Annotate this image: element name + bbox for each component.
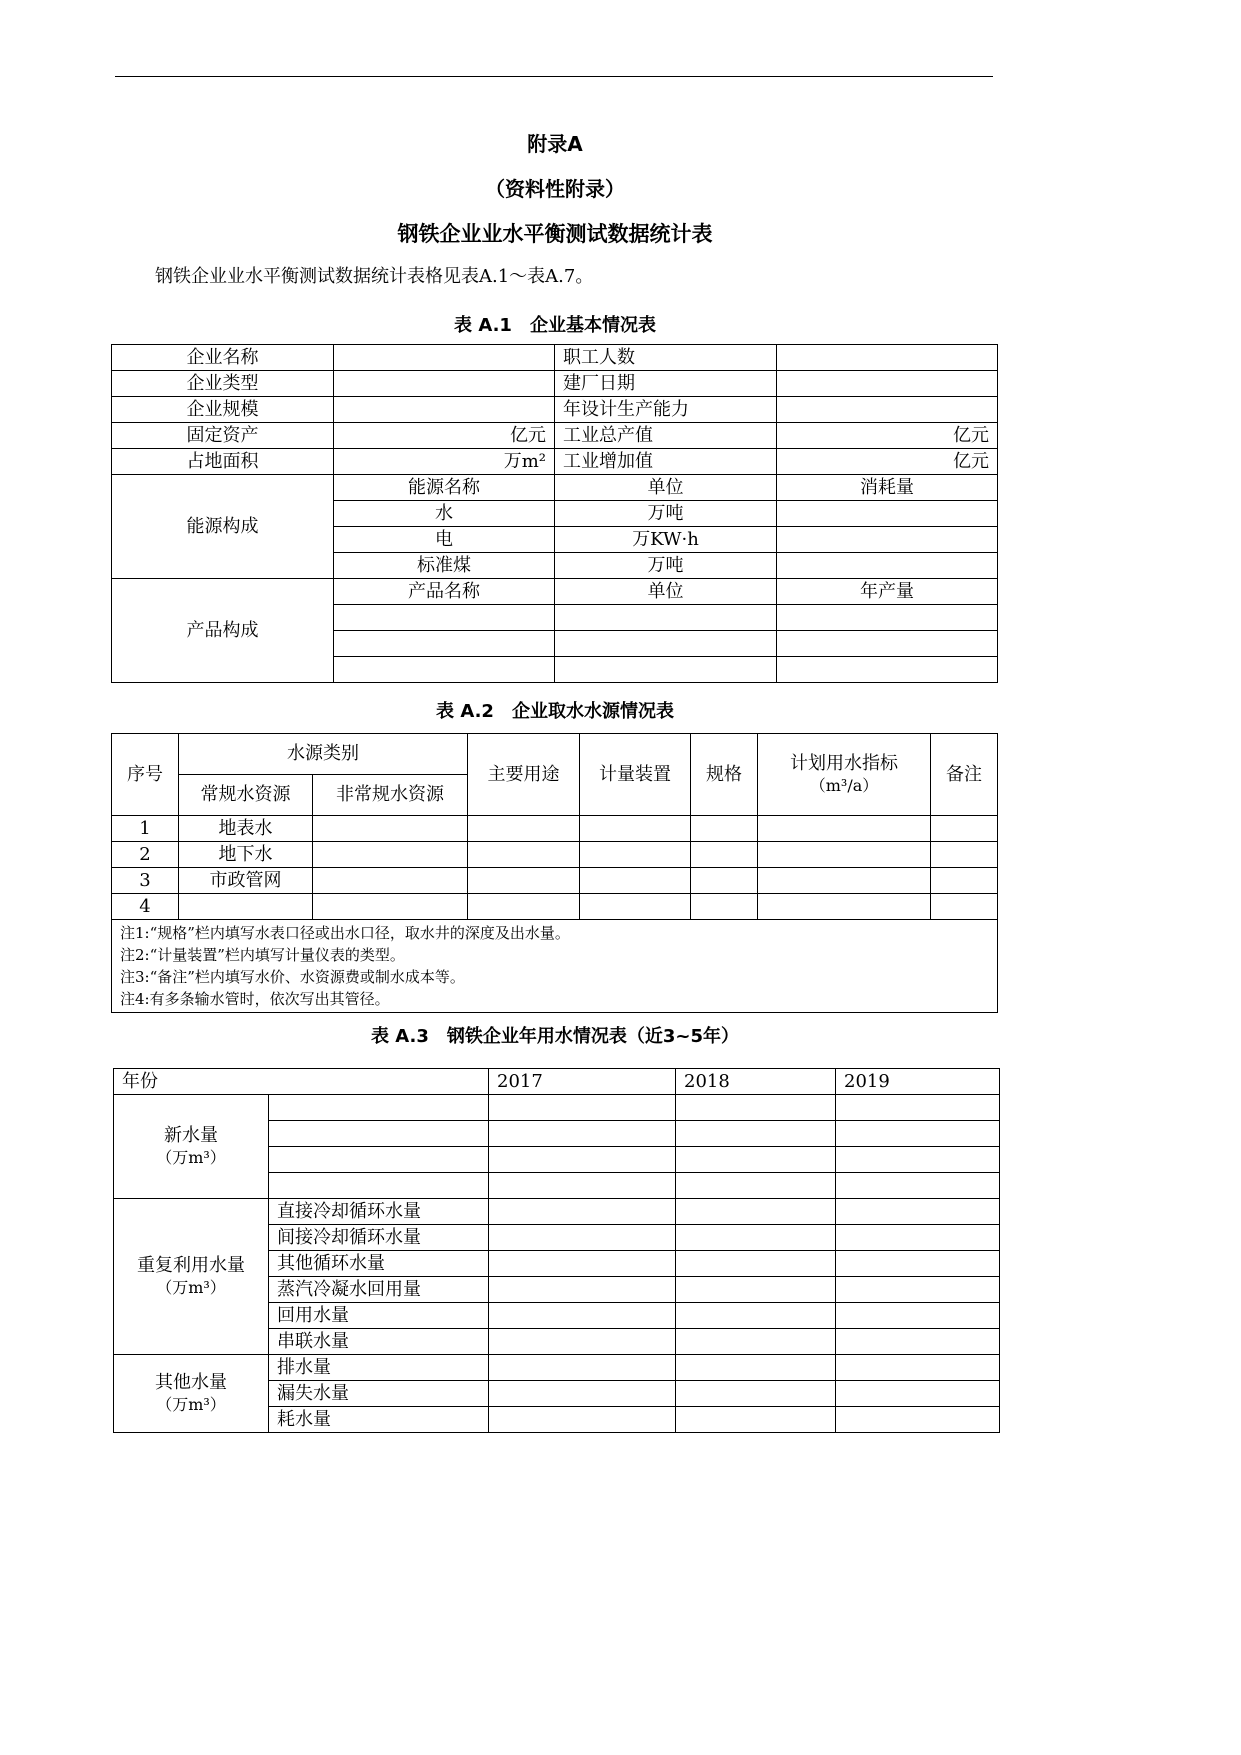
- source-cell: 市政管网: [179, 868, 313, 894]
- item-label: [269, 1121, 489, 1147]
- empty-cell: [836, 1381, 1000, 1407]
- empty-cell: [931, 816, 998, 842]
- field-label: 企业规模: [112, 397, 334, 423]
- item-label: 直接冷却循环水量: [269, 1199, 489, 1225]
- note: 注4:有多条输水管时，依次写出其管径。: [120, 990, 390, 1008]
- empty-cell: [489, 1199, 676, 1225]
- header-source: 水源类别: [179, 734, 468, 775]
- empty-cell: [489, 1329, 676, 1355]
- appendix-subtitle: （资料性附录）: [485, 177, 625, 201]
- energy-cell: 万吨: [555, 501, 777, 527]
- group-unit: （万m³）: [156, 1147, 226, 1167]
- table-row: [112, 894, 998, 920]
- empty-cell: [836, 1095, 1000, 1121]
- field-label: 工业总产值: [555, 423, 777, 449]
- product-cell: [555, 657, 777, 683]
- empty-cell: [580, 842, 691, 868]
- item-label: 蒸汽冷凝水回用量: [269, 1277, 489, 1303]
- table-row: [114, 1199, 1000, 1225]
- table-row: [114, 1355, 1000, 1381]
- empty-cell: [836, 1147, 1000, 1173]
- energy-header: 消耗量: [777, 475, 998, 501]
- field-value: 亿元: [777, 449, 998, 475]
- empty-cell: [836, 1355, 1000, 1381]
- field-label: 占地面积: [112, 449, 334, 475]
- field-label: 固定资产: [112, 423, 334, 449]
- energy-cell: 电: [334, 527, 555, 553]
- note: 注1:“规格”栏内填写水表口径或出水口径，取水井的深度及出水量。: [120, 924, 570, 942]
- empty-cell: [758, 868, 931, 894]
- header-plan: [758, 734, 931, 816]
- empty-cell: [468, 868, 580, 894]
- empty-cell: [489, 1277, 676, 1303]
- item-label: 间接冷却循环水量: [269, 1225, 489, 1251]
- item-label: 耗水量: [269, 1407, 489, 1433]
- table-row: [112, 475, 998, 501]
- field-value: [777, 371, 998, 397]
- empty-cell: [313, 868, 468, 894]
- empty-cell: [489, 1303, 676, 1329]
- empty-cell: [489, 1225, 676, 1251]
- empty-cell: [676, 1225, 836, 1251]
- empty-cell: [313, 894, 468, 920]
- energy-cell: 万KW·h: [555, 527, 777, 553]
- empty-cell: [836, 1251, 1000, 1277]
- energy-header: 能源名称: [334, 475, 555, 501]
- header-spec: 规格: [691, 734, 758, 816]
- energy-cell: [777, 553, 998, 579]
- item-label: 排水量: [269, 1355, 489, 1381]
- product-header: 单位: [555, 579, 777, 605]
- empty-cell: [931, 894, 998, 920]
- field-value: [334, 345, 555, 371]
- note: 注2:“计量装置”栏内填写计量仪表的类型。: [120, 946, 405, 964]
- header-seq: 序号: [112, 734, 179, 816]
- empty-cell: [691, 868, 758, 894]
- empty-cell: [489, 1147, 676, 1173]
- empty-cell: [489, 1173, 676, 1199]
- table-a1: [111, 344, 998, 683]
- product-cell: [777, 631, 998, 657]
- notes-cell: [112, 920, 998, 1013]
- group-label: [114, 1199, 269, 1355]
- energy-cell: 标准煤: [334, 553, 555, 579]
- empty-cell: [691, 842, 758, 868]
- item-label: [269, 1095, 489, 1121]
- energy-header: 单位: [555, 475, 777, 501]
- year-header: 2019: [836, 1069, 1000, 1095]
- field-value: [777, 397, 998, 423]
- item-label: 串联水量: [269, 1329, 489, 1355]
- energy-cell: 水: [334, 501, 555, 527]
- header-meter: 计量装置: [580, 734, 691, 816]
- field-value: [334, 371, 555, 397]
- table-a1-caption: 表 A.1 企业基本情况表: [454, 315, 656, 336]
- empty-cell: [468, 842, 580, 868]
- year-header: 2018: [676, 1069, 836, 1095]
- table-row: [112, 842, 998, 868]
- source-cell: [179, 894, 313, 920]
- empty-cell: [676, 1173, 836, 1199]
- empty-cell: [313, 842, 468, 868]
- empty-cell: [580, 894, 691, 920]
- product-cell: [334, 657, 555, 683]
- empty-cell: [313, 816, 468, 842]
- empty-cell: [676, 1121, 836, 1147]
- product-cell: [334, 631, 555, 657]
- energy-cell: 万吨: [555, 553, 777, 579]
- empty-cell: [691, 816, 758, 842]
- table-row: [112, 816, 998, 842]
- empty-cell: [836, 1277, 1000, 1303]
- product-header: 产品名称: [334, 579, 555, 605]
- year-label: 年份: [114, 1069, 489, 1095]
- header-use: 主要用途: [468, 734, 580, 816]
- notes-row: [112, 920, 998, 1013]
- empty-cell: [691, 894, 758, 920]
- empty-cell: [468, 816, 580, 842]
- item-label: [269, 1173, 489, 1199]
- table-a2: [111, 733, 998, 1013]
- empty-cell: [758, 842, 931, 868]
- item-label: 漏失水量: [269, 1381, 489, 1407]
- empty-cell: [836, 1173, 1000, 1199]
- empty-cell: [676, 1407, 836, 1433]
- empty-cell: [676, 1251, 836, 1277]
- table-row: [112, 397, 998, 423]
- empty-cell: [836, 1407, 1000, 1433]
- plan-unit: （m³/a）: [809, 775, 879, 795]
- empty-cell: [676, 1303, 836, 1329]
- empty-cell: [836, 1329, 1000, 1355]
- header-nonconventional: 非常规水资源: [313, 775, 468, 816]
- field-value: 亿元: [334, 423, 555, 449]
- source-cell: 地下水: [179, 842, 313, 868]
- product-cell: [777, 657, 998, 683]
- seq-cell: 2: [112, 842, 179, 868]
- header-remark: 备注: [931, 734, 998, 816]
- product-cell: [555, 605, 777, 631]
- empty-cell: [676, 1199, 836, 1225]
- year-row: [114, 1069, 1000, 1095]
- empty-cell: [758, 894, 931, 920]
- empty-cell: [676, 1147, 836, 1173]
- empty-cell: [489, 1381, 676, 1407]
- table-row: [112, 449, 998, 475]
- plan-label: 计划用水指标: [790, 752, 898, 774]
- empty-cell: [580, 868, 691, 894]
- empty-cell: [836, 1303, 1000, 1329]
- empty-cell: [676, 1277, 836, 1303]
- product-cell: [334, 605, 555, 631]
- empty-cell: [580, 816, 691, 842]
- field-value: [777, 345, 998, 371]
- source-cell: 地表水: [179, 816, 313, 842]
- empty-cell: [836, 1225, 1000, 1251]
- seq-cell: 1: [112, 816, 179, 842]
- empty-cell: [836, 1199, 1000, 1225]
- empty-cell: [489, 1355, 676, 1381]
- item-label: [269, 1147, 489, 1173]
- field-value: 亿元: [777, 423, 998, 449]
- empty-cell: [489, 1407, 676, 1433]
- energy-cell: [777, 527, 998, 553]
- empty-cell: [676, 1381, 836, 1407]
- group-unit: （万m³）: [156, 1277, 226, 1297]
- empty-cell: [489, 1251, 676, 1277]
- empty-cell: [931, 868, 998, 894]
- item-label: 回用水量: [269, 1303, 489, 1329]
- empty-cell: [758, 816, 931, 842]
- table-row: [112, 423, 998, 449]
- field-label: 职工人数: [555, 345, 777, 371]
- table-row: [112, 345, 998, 371]
- product-cell: [777, 605, 998, 631]
- table-a2-caption: 表 A.2 企业取水水源情况表: [436, 701, 674, 722]
- empty-cell: [836, 1121, 1000, 1147]
- group-unit: （万m³）: [156, 1394, 226, 1414]
- product-header: 年产量: [777, 579, 998, 605]
- intro-paragraph: 钢铁企业业水平衡测试数据统计表格见表A.1～表A.7。: [155, 266, 594, 287]
- group-name: 其他水量: [155, 1371, 227, 1393]
- field-label: 建厂日期: [555, 371, 777, 397]
- empty-cell: [468, 894, 580, 920]
- table-row: [112, 579, 998, 605]
- empty-cell: [489, 1095, 676, 1121]
- empty-cell: [676, 1355, 836, 1381]
- table-a3-caption: 表 A.3 钢铁企业年用水情况表（近3~5年）: [370, 1026, 740, 1047]
- field-label: 工业增加值: [555, 449, 777, 475]
- group-label: [114, 1095, 269, 1199]
- field-value: 万m²: [334, 449, 555, 475]
- empty-cell: [489, 1121, 676, 1147]
- field-label: 年设计生产能力: [555, 397, 777, 423]
- product-cell: [555, 631, 777, 657]
- group-name: 重复利用水量: [137, 1254, 245, 1276]
- table-a3: [113, 1068, 1000, 1433]
- table-row: [112, 371, 998, 397]
- seq-cell: 3: [112, 868, 179, 894]
- empty-cell: [931, 842, 998, 868]
- field-label: 企业类型: [112, 371, 334, 397]
- seq-cell: 4: [112, 894, 179, 920]
- field-label: 企业名称: [112, 345, 334, 371]
- appendix-heading: 钢铁企业业水平衡测试数据统计表: [397, 222, 713, 246]
- header-conventional: 常规水资源: [179, 775, 313, 816]
- empty-cell: [676, 1329, 836, 1355]
- appendix-title: 附录A: [527, 132, 583, 156]
- item-label: 其他循环水量: [269, 1251, 489, 1277]
- field-value: [334, 397, 555, 423]
- table-row: [114, 1095, 1000, 1121]
- product-group-label: 产品构成: [112, 579, 334, 683]
- table-row: [112, 868, 998, 894]
- energy-group-label: 能源构成: [112, 475, 334, 579]
- group-name: 新水量: [164, 1124, 218, 1146]
- empty-cell: [676, 1095, 836, 1121]
- header-rule: [115, 76, 993, 77]
- year-header: 2017: [489, 1069, 676, 1095]
- energy-cell: [777, 501, 998, 527]
- note: 注3:“备注”栏内填写水价、水资源费或制水成本等。: [120, 968, 465, 986]
- group-label: [114, 1355, 269, 1433]
